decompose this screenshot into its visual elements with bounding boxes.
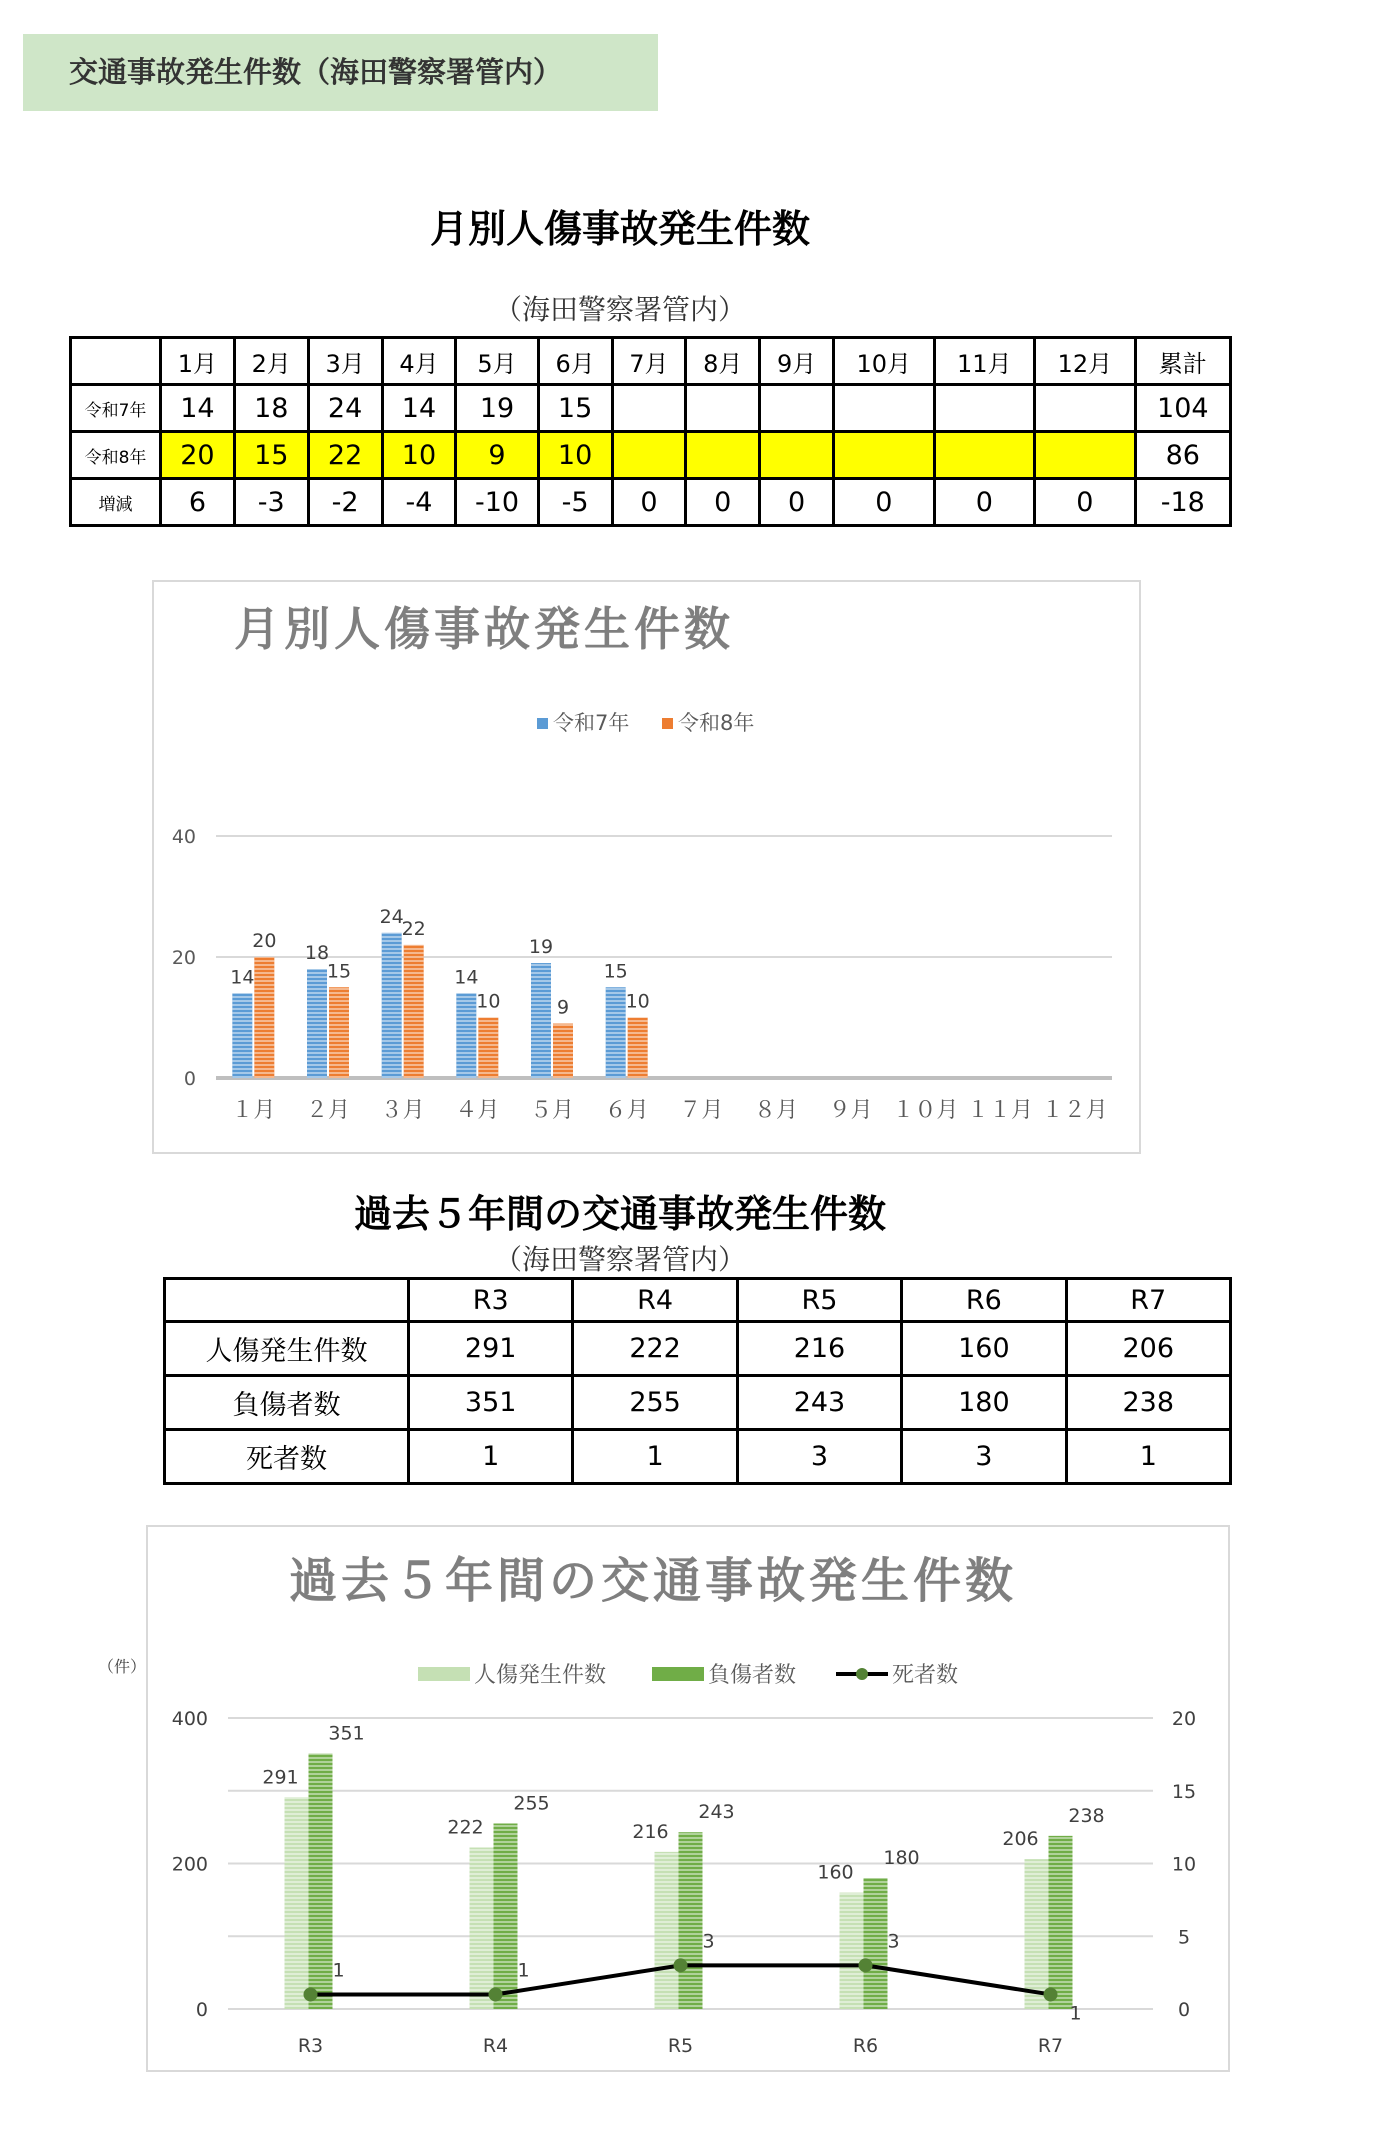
table-cell: 10: [382, 432, 456, 479]
col-header: 12月: [1035, 338, 1136, 385]
row-label: 令和7年: [71, 385, 161, 432]
table-cell: [760, 432, 834, 479]
y-tick-label: 400: [171, 1708, 208, 1730]
table-cell: 216: [737, 1322, 901, 1376]
col-header: 10月: [834, 338, 935, 385]
bar-texture: [1025, 1859, 1049, 2009]
data-label: 3: [887, 1930, 900, 1953]
table-cell: 1: [573, 1430, 737, 1484]
table-corner-cell: [71, 338, 161, 385]
data-label: 1: [517, 1959, 530, 1982]
row-label: 負傷者数: [165, 1376, 409, 1430]
table-cell: 0: [834, 479, 935, 526]
table-header-row: [71, 338, 1231, 385]
table-row: [71, 432, 1231, 479]
table-row: [165, 1376, 1231, 1430]
col-header: 1月: [161, 338, 235, 385]
data-label: 9: [556, 996, 570, 1019]
data-label: 20: [252, 930, 277, 952]
data-label: 1: [332, 1959, 345, 1982]
data-label: 19: [528, 936, 554, 959]
chart-title: 過去５年間の交通事故発生件数: [288, 1553, 1018, 1609]
col-header: R6: [902, 1279, 1066, 1322]
section-header: [23, 34, 658, 111]
table-cell: [1035, 432, 1136, 479]
bar-texture: [553, 1024, 573, 1078]
table-cell: 0: [686, 479, 760, 526]
table-cell: [686, 385, 760, 432]
legend-label: 令和7年: [553, 711, 630, 735]
bar-texture: [382, 933, 402, 1078]
y-tick-label: 40: [171, 826, 196, 848]
bar-texture: [456, 993, 476, 1078]
table-row: [165, 1430, 1231, 1484]
table-row: [71, 385, 1231, 432]
line-marker: [1044, 1987, 1058, 2001]
table-cell: [834, 385, 935, 432]
data-label: 14: [230, 966, 255, 989]
legend-label: 死者数: [892, 1663, 959, 1688]
x-tick-label: R5: [667, 2035, 694, 2057]
table-cell: 14: [382, 385, 456, 432]
bar-texture: [478, 1018, 498, 1079]
legend-marker: [856, 1668, 868, 1680]
data-label: 10: [476, 990, 501, 1013]
table-cell: -18: [1135, 479, 1230, 526]
table-cell: [760, 385, 834, 432]
data-label: 206: [1002, 1828, 1039, 1851]
table-cell: 6: [161, 479, 235, 526]
data-label: 255: [513, 1792, 550, 1815]
five-year-subtitle: （海田警察署管内）: [493, 1243, 746, 1276]
table-cell: 24: [308, 385, 382, 432]
table-cell: [934, 385, 1035, 432]
col-header: 2月: [234, 338, 308, 385]
col-header: 7月: [612, 338, 686, 385]
legend-label: 人傷発生件数: [474, 1663, 607, 1688]
x-tick-label: ２月: [305, 1098, 351, 1123]
table-row: [71, 479, 1231, 526]
x-tick-label: ３月: [380, 1098, 425, 1123]
bar-texture: [864, 1878, 888, 2009]
x-tick-label: R3: [297, 2035, 324, 2057]
data-label: 160: [817, 1861, 854, 1884]
x-tick-label: ９月: [828, 1098, 873, 1123]
y-tick-label: 0: [195, 1999, 208, 2021]
table-row: [165, 1322, 1231, 1376]
bar-texture: [655, 1852, 679, 2009]
monthly-chart-svg: [154, 582, 1139, 1152]
data-label: 291: [262, 1766, 299, 1789]
x-tick-label: R4: [482, 2035, 509, 2057]
col-header: 6月: [538, 338, 612, 385]
monthly-subtitle: （海田警察署管内）: [493, 293, 746, 326]
y2-tick-label: 15: [1171, 1780, 1197, 1803]
table-cell: 19: [456, 385, 538, 432]
table-cell: 86: [1135, 432, 1230, 479]
table-cell: [686, 432, 760, 479]
bar-texture: [254, 957, 274, 1078]
data-label: 10: [625, 990, 650, 1013]
table-header-row: [165, 1279, 1231, 1322]
table-cell: -10: [456, 479, 538, 526]
bar-texture: [840, 1893, 864, 2009]
line-marker: [859, 1958, 873, 1972]
table-cell: 20: [161, 432, 235, 479]
table-cell: 1: [1066, 1430, 1230, 1484]
table-cell: [612, 432, 686, 479]
x-tick-label: ６月: [604, 1098, 649, 1123]
bar-texture: [307, 969, 327, 1078]
chart-title: 月別人傷事故発生件数: [234, 602, 734, 656]
table-cell: [934, 432, 1035, 479]
col-header: 3月: [308, 338, 382, 385]
table-cell: 0: [760, 479, 834, 526]
table-cell: 255: [573, 1376, 737, 1430]
table-cell: 206: [1066, 1322, 1230, 1376]
table-cell: 22: [308, 432, 382, 479]
y-tick-label: 20: [171, 947, 196, 969]
y2-tick-label: 0: [1177, 1999, 1191, 2021]
legend-label: 令和8年: [678, 711, 755, 735]
table-cell: 291: [409, 1322, 573, 1376]
row-label: 令和8年: [71, 432, 161, 479]
five-year-title: 過去５年間の交通事故発生件数: [353, 1192, 886, 1236]
y2-tick-label: 20: [1171, 1708, 1197, 1730]
x-tick-label: ５月: [529, 1098, 575, 1123]
col-header: R3: [409, 1279, 573, 1322]
bar-texture: [285, 1797, 309, 2009]
table-cell: 104: [1135, 385, 1230, 432]
table-cell: 15: [538, 385, 612, 432]
col-header: 9月: [760, 338, 834, 385]
table-cell: 3: [902, 1430, 1066, 1484]
table-cell: [1035, 385, 1136, 432]
bar-texture: [232, 993, 252, 1078]
data-label: 22: [401, 917, 426, 940]
y2-tick-label: 5: [1177, 1926, 1191, 1949]
table-cell: -2: [308, 479, 382, 526]
data-label: 1: [1069, 2002, 1082, 2025]
data-label: 216: [632, 1820, 669, 1843]
data-label: 238: [1068, 1804, 1105, 1827]
bar-texture: [1049, 1836, 1073, 2009]
table-cell: 0: [934, 479, 1035, 526]
table-cell: 18: [234, 385, 308, 432]
monthly-table: [69, 336, 1232, 527]
row-label: 増減: [71, 479, 161, 526]
x-tick-label: １２月: [1041, 1098, 1108, 1123]
monthly-chart: [152, 580, 1141, 1154]
table-cell: 1: [409, 1430, 573, 1484]
data-label: 222: [447, 1816, 484, 1839]
bar-texture: [309, 1754, 333, 2009]
bar-texture: [628, 1018, 648, 1079]
x-tick-label: １月: [231, 1098, 276, 1123]
col-header: R4: [573, 1279, 737, 1322]
line-marker: [489, 1987, 503, 2001]
legend-swatch: [418, 1667, 470, 1681]
x-tick-label: R6: [852, 2035, 879, 2057]
table-cell: [834, 432, 935, 479]
five-year-chart: [98, 1525, 1230, 2072]
table-cell: 0: [612, 479, 686, 526]
table-cell: 180: [902, 1376, 1066, 1430]
line-marker: [674, 1958, 688, 1972]
five-year-table: [163, 1277, 1232, 1485]
bar-texture: [679, 1832, 703, 2009]
unit-label: （件）: [98, 1657, 147, 1676]
y-tick-label: 200: [171, 1853, 208, 1876]
row-label: 死者数: [165, 1430, 409, 1484]
table-corner-cell: [165, 1279, 409, 1322]
data-label: 24: [379, 905, 404, 928]
x-tick-label: １１月: [966, 1098, 1034, 1123]
col-header: R5: [737, 1279, 901, 1322]
table-cell: 9: [456, 432, 538, 479]
data-label: 15: [326, 960, 352, 983]
table-cell: 160: [902, 1322, 1066, 1376]
row-label: 人傷発生件数: [165, 1322, 409, 1376]
legend-swatch: [662, 718, 673, 729]
table-cell: 351: [409, 1376, 573, 1430]
col-header: 5月: [456, 338, 538, 385]
monthly-title: 月別人傷事故発生件数: [429, 207, 810, 251]
col-header: 11月: [934, 338, 1035, 385]
x-tick-label: R7: [1037, 2035, 1064, 2057]
table-cell: [612, 385, 686, 432]
data-label: 351: [328, 1722, 365, 1745]
y2-tick-label: 10: [1171, 1853, 1197, 1876]
table-cell: -5: [538, 479, 612, 526]
data-label: 15: [603, 960, 628, 983]
table-cell: 3: [737, 1430, 901, 1484]
bar-texture: [494, 1823, 518, 2009]
bar-texture: [470, 1847, 494, 2009]
table-cell: 15: [234, 432, 308, 479]
table-cell: -3: [234, 479, 308, 526]
line-marker: [304, 1987, 318, 2001]
legend-swatch: [652, 1667, 704, 1681]
table-cell: 243: [737, 1376, 901, 1430]
col-header: 累計: [1135, 338, 1230, 385]
y-tick-label: 0: [183, 1068, 196, 1090]
table-cell: 0: [1035, 479, 1136, 526]
section-header-label: 交通事故発生件数（海田警察署管内）: [69, 55, 563, 89]
col-header: R7: [1066, 1279, 1230, 1322]
data-label: 14: [454, 966, 479, 989]
table-cell: 14: [161, 385, 235, 432]
table-cell: -4: [382, 479, 456, 526]
bar-texture: [531, 963, 551, 1078]
col-header: 4月: [382, 338, 456, 385]
x-tick-label: ７月: [679, 1098, 724, 1123]
data-label: 3: [702, 1930, 715, 1953]
table-cell: 222: [573, 1322, 737, 1376]
col-header: 8月: [686, 338, 760, 385]
x-tick-label: ８月: [753, 1098, 799, 1123]
data-label: 243: [698, 1801, 735, 1824]
data-label: 18: [304, 942, 330, 965]
x-tick-label: １０月: [892, 1098, 959, 1123]
five-year-chart-svg: [98, 1527, 1228, 2070]
table-cell: 10: [538, 432, 612, 479]
table-cell: 238: [1066, 1376, 1230, 1430]
legend-swatch: [537, 718, 548, 729]
x-tick-label: ４月: [455, 1098, 500, 1123]
bar-texture: [404, 945, 424, 1078]
bar-texture: [329, 987, 349, 1078]
bar-texture: [606, 987, 626, 1078]
data-label: 180: [883, 1847, 920, 1870]
legend-label: 負傷者数: [708, 1663, 797, 1688]
